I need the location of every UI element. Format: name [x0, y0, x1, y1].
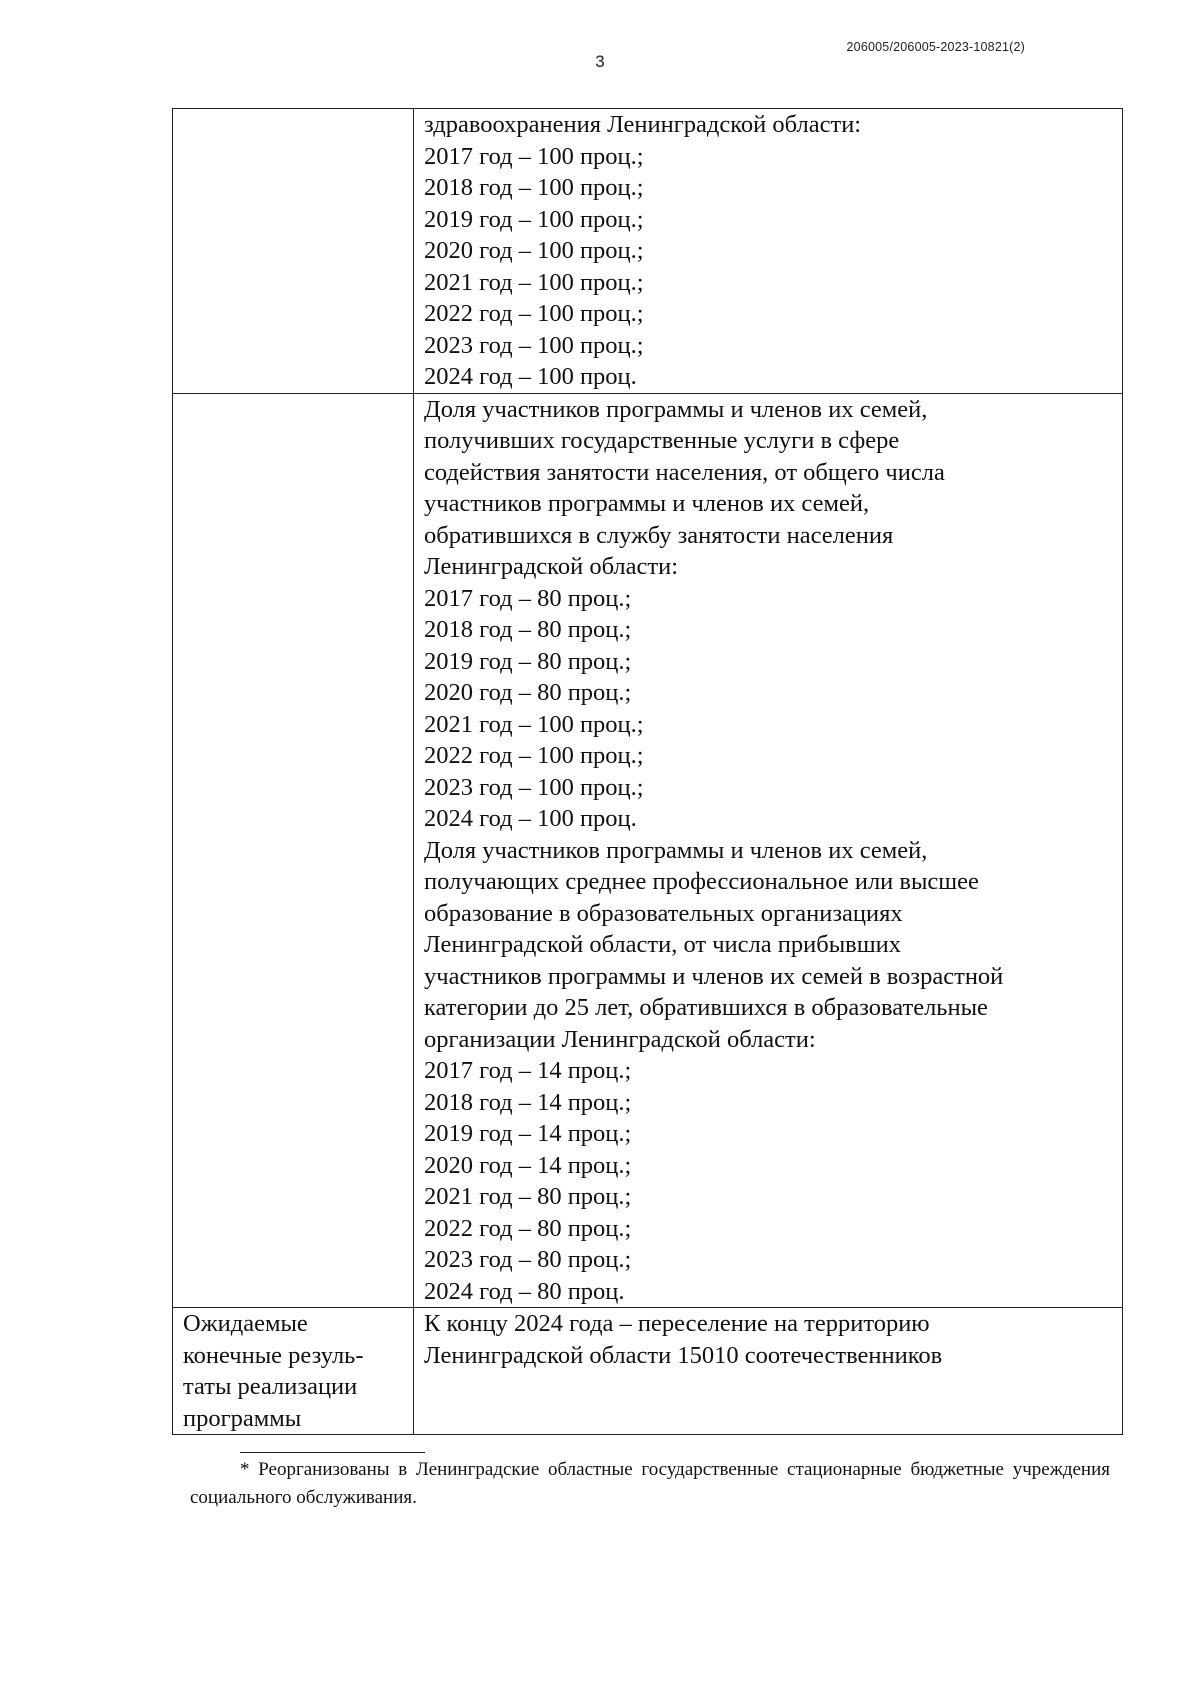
cell-text-line: 2023 год – 80 проц.; — [424, 1246, 632, 1273]
cell-text-line: 2021 год – 100 проц.; — [424, 268, 644, 296]
cell-text-line: 2021 год – 100 проц.; — [424, 710, 644, 738]
cell-text-line: 2021 год – 80 проц.; — [424, 1183, 632, 1210]
cell-text-line: 2019 год – 14 проц.; — [424, 1120, 632, 1147]
program-passport-table — [172, 108, 1123, 1435]
row-label-cell — [173, 1308, 414, 1435]
document-id: 206005/206005-2023-10821(2) — [846, 40, 1025, 54]
cell-text-line: получающих среднее профессиональное или высшее — [424, 868, 979, 895]
cell-text-line: здравоохранения Ленинградской области: — [424, 111, 862, 138]
cell-text-line: организации Ленинградской области: — [424, 1025, 816, 1053]
cell-text-line: 2019 год – 80 проц.; — [424, 647, 632, 675]
cell-text-line: участников программы и членов их семей, — [424, 490, 870, 517]
cell-text-line: 2022 год – 80 проц.; — [424, 1214, 632, 1242]
cell-text-line: 2018 год – 80 проц.; — [424, 616, 632, 643]
cell-text-line: таты реализации — [183, 1373, 358, 1400]
cell-text-line: содействия занятости населения, от общего числа — [424, 458, 945, 486]
row-value-cell — [414, 393, 1123, 1308]
cell-text-line: 2017 год – 14 проц.; — [424, 1057, 632, 1084]
table-row — [173, 1308, 1123, 1435]
cell-text-line: 2023 год – 100 проц.; — [424, 331, 644, 359]
cell-text-line: 2020 год – 14 проц.; — [424, 1151, 632, 1179]
cell-text-line: Ожидаемые — [183, 1310, 308, 1337]
footnote: * Реорганизованы в Ленинградские областные государственные стационарные бюджетные учреждения социального обслуживания. — [190, 1459, 1110, 1508]
row-value-cell — [414, 1308, 1123, 1435]
table-row — [173, 109, 1123, 394]
cell-text-line: 2020 год – 80 проц.; — [424, 679, 632, 706]
cell-text-line: конечные резуль- — [183, 1341, 364, 1369]
row-value-cell — [414, 109, 1123, 394]
cell-text-line: 2018 год – 100 проц.; — [424, 174, 644, 201]
cell-text-line: 2017 год – 100 проц.; — [424, 142, 644, 170]
cell-text-line: К концу 2024 года – переселение на территорию — [424, 1310, 930, 1337]
cell-text-line: Доля участников программы и членов их семей, — [424, 836, 928, 864]
cell-text-line: 2023 год – 100 проц.; — [424, 773, 644, 801]
cell-text-line: 2022 год – 100 проц.; — [424, 300, 644, 327]
cell-text-line: 2024 год – 100 проц. — [424, 805, 637, 832]
row-label-cell — [173, 109, 414, 394]
table-row — [173, 393, 1123, 1308]
cell-text-line: Доля участников программы и членов их семей, — [424, 395, 928, 423]
footnote-separator — [240, 1452, 425, 1453]
cell-text-line: 2022 год – 100 проц.; — [424, 742, 644, 769]
cell-text-line: Ленинградской области: — [424, 553, 679, 580]
row-label-cell — [173, 393, 414, 1308]
cell-text-line: Ленинградской области 15010 соотечественников — [424, 1341, 943, 1369]
cell-text-line: 2020 год – 100 проц.; — [424, 237, 644, 264]
cell-text-line: 2024 год – 100 проц. — [424, 363, 637, 390]
cell-text-line: образование в образовательных организациях — [424, 899, 903, 927]
cell-text-line: получивших государственные услуги в сфере — [424, 427, 900, 454]
cell-text-line: 2018 год – 14 проц.; — [424, 1088, 632, 1116]
cell-text-line: 2024 год – 80 проц. — [424, 1277, 625, 1305]
page-number: 3 — [595, 52, 605, 71]
cell-text-line: программы — [183, 1404, 302, 1432]
cell-text-line: категории до 25 лет, обратившихся в образовательные — [424, 994, 988, 1021]
cell-text-line: 2019 год – 100 проц.; — [424, 205, 644, 233]
cell-text-line: 2017 год – 80 проц.; — [424, 584, 632, 612]
cell-text-line: участников программы и членов их семей в возрастной — [424, 962, 1004, 990]
cell-text-line: Ленинградской области, от числа прибывших — [424, 931, 901, 958]
cell-text-line: обратившихся в службу занятости населения — [424, 521, 894, 549]
